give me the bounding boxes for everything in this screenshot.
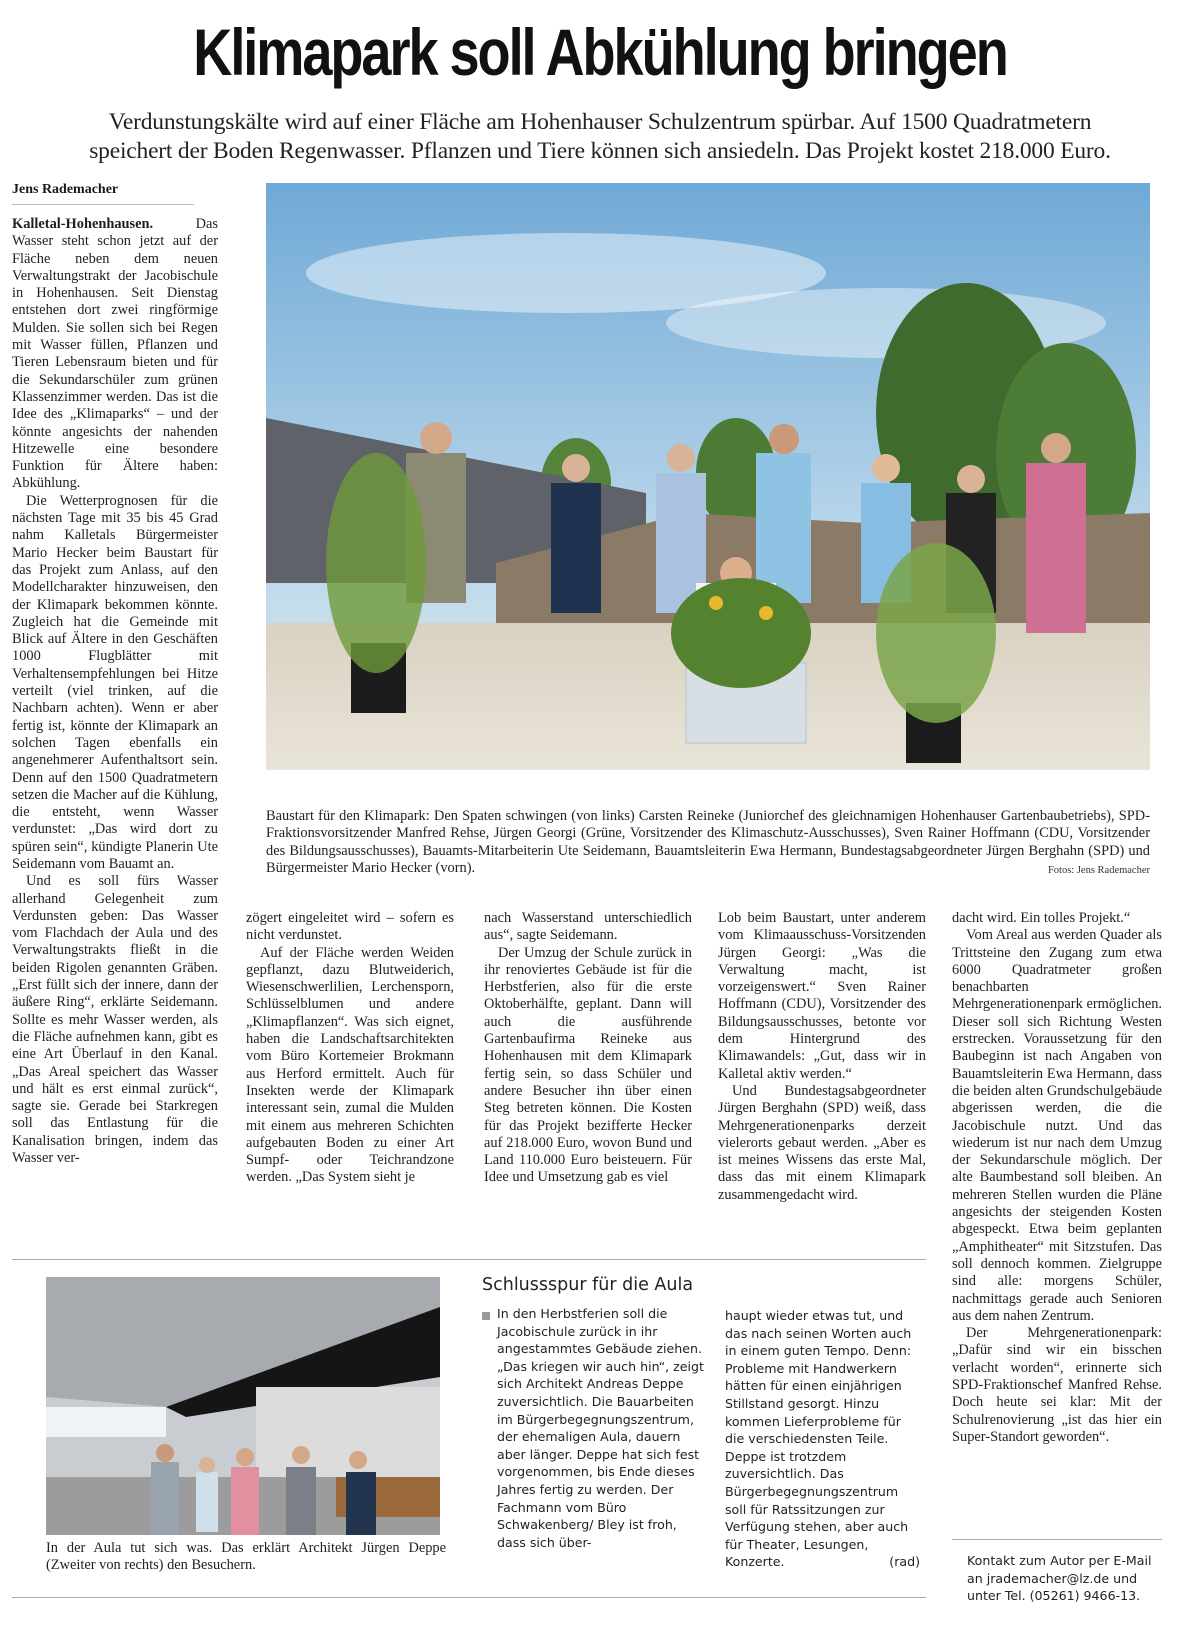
subheadline-line: Verdunstungskälte wird auf einer Fläche am Hohenhauser Schulzentrum spürbar. Auf 1500 Quadratmetern — [108, 109, 1092, 135]
paragraph: Und es soll fürs Wasser allerhand Gelegenheit zum Verdunsten geben: Das Wasser vom Flachdach der Aula und des Verwaltungstrakts fließt in die beiden Rigolen genannten Gräben. „Erst füllt sich der innere, dann der äußere Ring“, erklärte Seidemann. Sollte es mehr Wasser werden, als die Fläche aufnehmen kann, gibt es eine Art Überlauf in den Kanal. „Das Areal speichert das Wasser und hält es erst einmal zurück“, sagte sie. Gerade bei Starkregen soll das Entlastung für die Kanalisation bringen, indem das Wasser ver- — [12, 873, 218, 1167]
bullet-square-icon — [482, 1312, 490, 1320]
article-column-4 — [718, 910, 926, 1204]
author-byline: Jens Rademacher — [12, 182, 194, 205]
aula-interior-photo — [46, 1277, 440, 1535]
subheadline — [10, 108, 1190, 166]
main-photo-caption: Baustart für den Klimapark: Den Spaten schwingen (von links) Carsten Reineke (Juniorchef des gleichnamigen Hohenhauser Gartenbaubetriebs), SPD-Fraktionsvorsitzender Manfred Rehse, Jürgen Georgi (Grüne, Vorsitzender des Klimaschutz-Ausschusses), Sven Rainer Hoffmann (CDU, Vorsitzender des Bildungsausschusses), Bauamts-Mitarbeiterin Ute Seidemann, Bauamtsleiterin Ewa Hermann, Bundestagsabgeordneter Jürgen Berghahn (SPD) und Bürgermeister Mario Hecker (vorn). Fotos: Jens Rademacher — [266, 808, 1150, 880]
paragraph: zögert eingeleitet wird – sofern es nicht verdunstet. — [246, 910, 454, 944]
divider — [12, 1259, 926, 1260]
contact-line: an jrademacher@lz.de und — [967, 1570, 1138, 1586]
paragraph: nach Wasserstand unterschiedlich aus“, sagte Seidemann. — [484, 910, 692, 944]
paragraph: Und Bundestagsabgeordneter Jürgen Berghahn (SPD) weiß, dass Mehrgenerationenparks derzeit vielerorts gebaut werden. „Aber es ist meines Wissens das erste Mal, dass das mit einem Klimapark zusammengedacht wird. — [718, 1082, 926, 1203]
main-photo — [266, 183, 1150, 770]
article-column-3 — [484, 910, 692, 1187]
aula-photo — [46, 1277, 440, 1535]
box-column-1: In den Herbstferien soll die Jacobischule zurück in ihr angestammtes Gebäude ziehen. „Das kriegen wir auch hin“, zeigt sich Architekt Andreas Deppe zuversichtlich. Die Bauarbeiten im Bürgerbegegnungszentrum, der ehemaligen Aula, dauern aber länger. Deppe hat sich fest vorgenommen, bis Ende dieses Jahres fertig zu werden. Der Fachmann vom Büro Schwakenberg/ Bley ist froh, dass sich über- — [497, 1306, 704, 1550]
paragraph: Der Umzug der Schule zurück in ihr renoviertes Gebäude ist für die Herbstferien, also für die erste Oktoberhälfte, geplant. Dann will auch die ausführende Gartenbaufirma Reineke aus Hohenhausen mit dem Klimapark fertig sein, so dass Schüler und andere Besucher ihn über einen Steg betreten können. Die Kosten für das Projekt bezifferte Hecker auf 218.000 Euro, wovon Bund und Land 110.000 Euro beisteuern. Für Idee und Umsetzung gab es viel — [484, 944, 692, 1186]
paragraph: Die Wetterprognosen für die nächsten Tage mit 35 bis 45 Grad nahm Kalletals Bürgermeister Mario Hecker beim Baustart für das Projekt zum Anlass, auf den Modellcharakter hinzuweisen, den der Klimapark bekommen könnte. Zugleich hat die Gemeinde mit Blick auf Ältere in den Geschäften 1000 Flugblätter mit Verhaltensempfehlungen bei Hitze verteilt (viel trinken, auf die Nachbarn achten). Wenn er aber fertig ist, könnte der Klimapark an solchen Tagen ebenfalls ein angenehmerer Aufenthaltsort sein. Denn auf den 1500 Quadratmetern setzen die Macher auf die Kühlung, die entsteht, wenn Wasser verdunstet: „Das wird dort zu spüren sein“, kündigte Planerin Ute Seidemann vom Bauamt an. — [12, 492, 218, 872]
subheadline-line: speichert der Boden Regenwasser. Pflanzen und Tiere können sich ansiedeln. Das Projekt kostet 218.000 Euro. — [89, 138, 1111, 164]
paragraph: Der Mehrgenerationenpark: „Dafür sind wir ein bisschen verlacht worden“, erinnerte sich SPD-Fraktionschef Manfred Rehse. Doch heute sei klar: Mit der Schulrenovierung „ist das hier ein Super-Standort geworden“. — [952, 1325, 1162, 1445]
article-column-1 — [12, 216, 218, 1216]
paragraph: Vom Areal aus werden Quader als Trittsteine den Zugang zum etwa 6000 Quadratmeter großen benachbarten Mehrgenerationenpark ermöglichen. Dieser soll sich Richtung Westen erstrecken. Voraussetzung für den Baubeginn ist nach Angaben von Bauamtsleiterin Ewa Hermann, dass die beiden alten Grundschulgebäude abgerissen werden, die die Jacobischule nutzt. Und das wiederum ist nur nach dem Umzug der Sekundarschule möglich. Der alte Baumbestand soll bleiben. An mehreren Stellen wurden die Pläne angesichts der steigenden Kosten abgespeckt. Etwa beim geplanten „Amphitheater“ mit Sitzstufen. Das soll dennoch kommen. Zielgruppe sind alle: morgens Schüler, nachmittags gerade auch Senioren aus dem nahen Zentrum. — [952, 927, 1162, 1324]
paragraph: Auf der Fläche werden Weiden gepflanzt, dazu Blutweiderich, Wiesenschwerlilien, Lerchensporn, Schlüsselblumen und andere „Klimapflanzen“. Was sich eignet, haben die Landschaftsarchitekten vom Büro Kortemeier Brokmann aus Herford ermittelt. Auch für Insekten werde der Klimapark interessant sein, zumal die Mulden mit einem aus mehreren Schichten aufgebauten Boden zu einer Art Sumpf- oder Teichrandzone werden. „Das System sieht je — [246, 944, 454, 1186]
article-column-5 — [952, 910, 1162, 1446]
article-column-2 — [246, 910, 454, 1187]
paragraph: Kalletal-Hohenhausen. Das Wasser steht schon jetzt auf der Fläche neben dem neuen Verwaltungstrakt der Jacobischule in Hohenhausen. Seit Dienstag entstehen dort zwei ringförmige Mulden. Sie sollen sich bei Regen mit Wasser füllen, Pflanzen und Tieren Lebensraum bieten und für die Sekundarschüler zum grünen Klassenzimmer werden. Das ist die Idee des „Klimaparks“ – und der könnte angesichts der nahenden Hitzewelle eine besondere Funktion für Ältere haben: Abkühlung. — [12, 216, 218, 492]
paragraph: dacht wird. Ein tolles Projekt.“ — [952, 910, 1131, 926]
divider — [12, 1597, 926, 1598]
author-contact — [967, 1552, 1152, 1605]
contact-line: unter Tel. (05261) 9466-13. — [967, 1588, 1141, 1603]
paragraph: Lob beim Baustart, unter anderem vom Klimaausschuss-Vorsitzenden Jürgen Georgi: „Was die Verwaltung macht, ist vorzeigenswert.“ Sven Rainer Hoffmann (CDU), Vorsitzender des Bildungsausschusses, betonte vor dem Hintergrund des Klimawandels: „Gut, dass wir in Kalletal aktiv werden.“ — [718, 910, 926, 1082]
photo-credit: Fotos: Jens Rademacher — [1047, 865, 1150, 877]
contact-line: Kontakt zum Autor per E-Mail — [967, 1553, 1152, 1568]
headline: Klimapark soll Abkühlung bringen — [193, 15, 1007, 89]
dateline: Kalletal-Hohenhausen. — [12, 216, 154, 232]
signature: (rad) — [889, 1554, 920, 1570]
aula-photo-caption: In der Aula tut sich was. Das erklärt Architekt Jürgen Deppe (Zweiter von rechts) den Besuchern. — [46, 1540, 446, 1574]
box-column-2: haupt wieder etwas tut, und das nach seinen Worten auch in einem guten Tempo. Denn: Probleme mit Handwerkern hätten für einen einjährigen Stillstand gesorgt. Hinzu kommen Lieferprobleme für die verschiedensten Teile. Deppe ist trotzdem zuversichtlich. Das Bürgerbegegnungszentrum soll für Ratssitzungen zur Verfügung stehen, aber auch für Theater, Lesungen, Konzerte. (rad) — [725, 1308, 920, 1570]
groundbreaking-photo — [266, 183, 1150, 770]
divider — [952, 1539, 1162, 1540]
box-title: Schlussspur für die Aula — [482, 1275, 694, 1295]
